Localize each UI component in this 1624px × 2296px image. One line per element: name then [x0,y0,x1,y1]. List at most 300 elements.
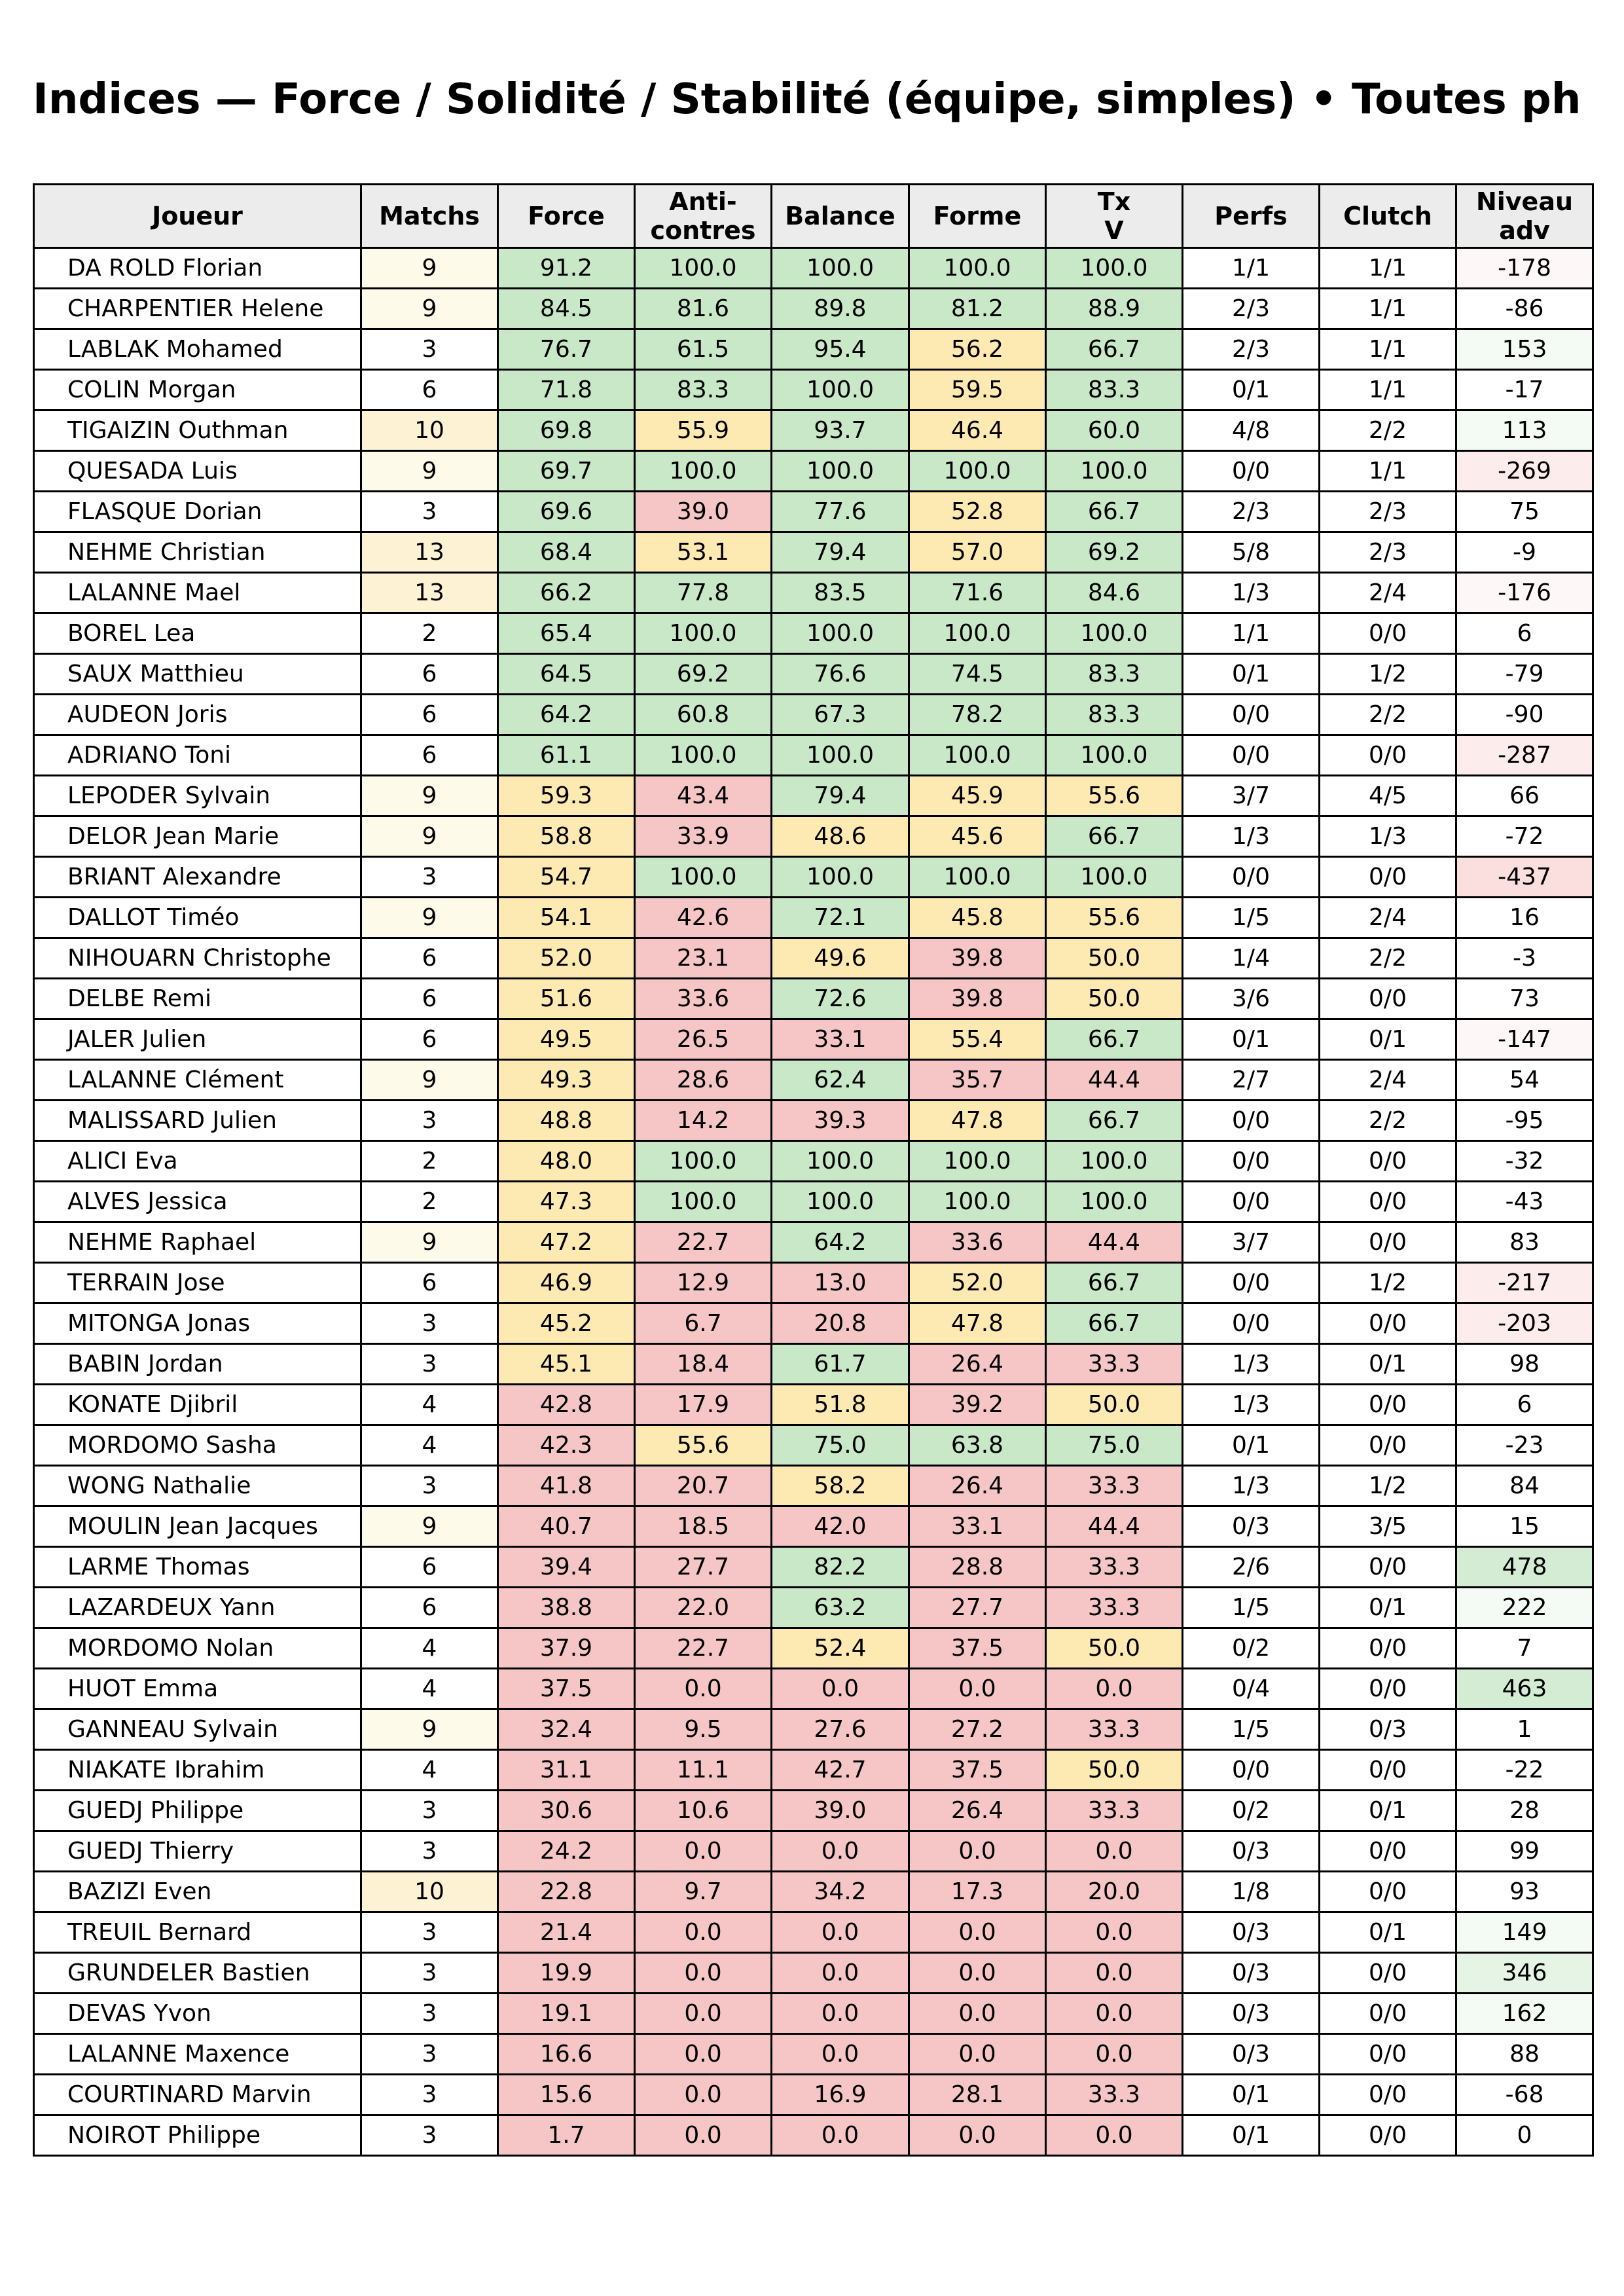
cell-matchs: 3 [361,1953,498,1994]
column-header-clutch: Clutch [1320,185,1456,248]
cell-niveau-adv: 93 [1456,1872,1593,1912]
cell-anti-contres: 33.6 [635,979,772,1019]
cell-forme: 28.1 [909,2075,1046,2115]
cell-perfs: 1/5 [1183,1709,1320,1750]
cell-matchs: 9 [361,1506,498,1547]
cell-forme: 0.0 [909,1994,1046,2034]
cell-balance: 100.0 [772,370,909,410]
cell-niveau-adv: 0 [1456,2115,1593,2156]
cell-joueur: GUEDJ Philippe [34,1791,361,1831]
cell-force: 30.6 [498,1791,635,1831]
table-row [34,613,1593,654]
cell-joueur: LEPODER Sylvain [34,776,361,816]
cell-tx-v: 75.0 [1046,1425,1183,1466]
cell-matchs: 6 [361,938,498,979]
cell-forme: 56.2 [909,329,1046,370]
cell-clutch: 2/2 [1320,410,1456,451]
cell-perfs: 1/3 [1183,1344,1320,1385]
cell-matchs: 13 [361,532,498,573]
cell-matchs: 9 [361,248,498,289]
cell-force: 19.9 [498,1953,635,1994]
cell-force: 47.2 [498,1222,635,1263]
cell-perfs: 0/1 [1183,1425,1320,1466]
cell-matchs: 4 [361,1425,498,1466]
cell-joueur: AUDEON Joris [34,695,361,735]
cell-niveau-adv: -3 [1456,938,1593,979]
cell-force: 58.8 [498,816,635,857]
cell-balance: 79.4 [772,776,909,816]
cell-forme: 27.7 [909,1588,1046,1628]
cell-tx-v: 50.0 [1046,979,1183,1019]
cell-matchs: 6 [361,370,498,410]
table-row [34,1466,1593,1506]
cell-balance: 100.0 [772,735,909,776]
cell-anti-contres: 0.0 [635,1953,772,1994]
cell-niveau-adv: 113 [1456,410,1593,451]
cell-tx-v: 55.6 [1046,776,1183,816]
cell-balance: 62.4 [772,1060,909,1101]
cell-joueur: DALLOT Timéo [34,898,361,938]
cell-matchs: 6 [361,1263,498,1303]
table-row [34,1263,1593,1303]
table-row [34,248,1593,289]
cell-force: 42.8 [498,1385,635,1425]
cell-joueur: BOREL Lea [34,613,361,654]
table-body [34,248,1593,2156]
cell-perfs: 0/4 [1183,1669,1320,1709]
cell-clutch: 0/1 [1320,1344,1456,1385]
cell-force: 1.7 [498,2115,635,2156]
table-row [34,1791,1593,1831]
cell-force: 54.7 [498,857,635,898]
cell-forme: 74.5 [909,654,1046,695]
cell-forme: 81.2 [909,289,1046,329]
cell-tx-v: 69.2 [1046,532,1183,573]
column-header-tx-v: Tx V [1046,185,1183,248]
cell-niveau-adv: 84 [1456,1466,1593,1506]
cell-tx-v: 66.7 [1046,1019,1183,1060]
cell-niveau-adv: 149 [1456,1912,1593,1953]
cell-balance: 20.8 [772,1303,909,1344]
cell-niveau-adv: 7 [1456,1628,1593,1669]
cell-joueur: LALANNE Mael [34,573,361,613]
cell-joueur: QUESADA Luis [34,451,361,492]
cell-anti-contres: 61.5 [635,329,772,370]
cell-joueur: NIHOUARN Christophe [34,938,361,979]
table-row [34,2034,1593,2075]
cell-force: 31.1 [498,1750,635,1791]
cell-matchs: 6 [361,695,498,735]
cell-clutch: 0/3 [1320,1709,1456,1750]
cell-force: 22.8 [498,1872,635,1912]
cell-balance: 27.6 [772,1709,909,1750]
cell-force: 48.8 [498,1101,635,1141]
cell-matchs: 4 [361,1385,498,1425]
cell-force: 38.8 [498,1588,635,1628]
cell-tx-v: 33.3 [1046,1791,1183,1831]
cell-force: 64.5 [498,654,635,695]
cell-anti-contres: 27.7 [635,1547,772,1588]
cell-matchs: 9 [361,1060,498,1101]
cell-balance: 39.3 [772,1101,909,1141]
cell-anti-contres: 12.9 [635,1263,772,1303]
cell-force: 37.5 [498,1669,635,1709]
cell-forme: 47.8 [909,1101,1046,1141]
cell-perfs: 1/3 [1183,1385,1320,1425]
cell-perfs: 0/0 [1183,1263,1320,1303]
cell-matchs: 6 [361,979,498,1019]
cell-matchs: 6 [361,1588,498,1628]
cell-anti-contres: 100.0 [635,1141,772,1182]
cell-matchs: 3 [361,1994,498,2034]
cell-tx-v: 100.0 [1046,1141,1183,1182]
cell-clutch: 2/4 [1320,898,1456,938]
table-row [34,1019,1593,1060]
cell-force: 69.6 [498,492,635,532]
cell-niveau-adv: -287 [1456,735,1593,776]
cell-perfs: 0/1 [1183,370,1320,410]
cell-forme: 100.0 [909,857,1046,898]
cell-anti-contres: 17.9 [635,1385,772,1425]
cell-anti-contres: 20.7 [635,1466,772,1506]
cell-force: 68.4 [498,532,635,573]
table-row [34,1344,1593,1385]
cell-tx-v: 66.7 [1046,1263,1183,1303]
cell-forme: 0.0 [909,1831,1046,1872]
cell-joueur: LALANNE Maxence [34,2034,361,2075]
cell-anti-contres: 0.0 [635,1994,772,2034]
cell-matchs: 2 [361,1141,498,1182]
page-title: Indices — Force / Solidité / Stabilité (équipe, simples) • Toutes ph [33,75,1581,124]
cell-niveau-adv: 478 [1456,1547,1593,1588]
cell-matchs: 6 [361,1019,498,1060]
table-row [34,938,1593,979]
cell-clutch: 2/3 [1320,492,1456,532]
cell-forme: 0.0 [909,1669,1046,1709]
table-row [34,1425,1593,1466]
cell-clutch: 0/0 [1320,1669,1456,1709]
cell-balance: 0.0 [772,1994,909,2034]
cell-matchs: 3 [361,857,498,898]
cell-tx-v: 44.4 [1046,1060,1183,1101]
cell-perfs: 2/3 [1183,289,1320,329]
cell-balance: 13.0 [772,1263,909,1303]
table-row [34,532,1593,573]
cell-anti-contres: 0.0 [635,2115,772,2156]
cell-anti-contres: 100.0 [635,613,772,654]
cell-tx-v: 33.3 [1046,1709,1183,1750]
cell-clutch: 0/0 [1320,613,1456,654]
cell-anti-contres: 53.1 [635,532,772,573]
cell-forme: 0.0 [909,1912,1046,1953]
cell-anti-contres: 18.5 [635,1506,772,1547]
cell-anti-contres: 100.0 [635,735,772,776]
cell-perfs: 1/4 [1183,938,1320,979]
cell-balance: 76.6 [772,654,909,695]
cell-joueur: MORDOMO Nolan [34,1628,361,1669]
cell-forme: 28.8 [909,1547,1046,1588]
cell-perfs: 0/0 [1183,1750,1320,1791]
cell-force: 45.2 [498,1303,635,1344]
cell-anti-contres: 0.0 [635,1831,772,1872]
cell-balance: 0.0 [772,2034,909,2075]
cell-joueur: DELBE Remi [34,979,361,1019]
cell-niveau-adv: 99 [1456,1831,1593,1872]
cell-force: 41.8 [498,1466,635,1506]
cell-joueur: ALICI Eva [34,1141,361,1182]
cell-forme: 52.0 [909,1263,1046,1303]
cell-balance: 100.0 [772,857,909,898]
cell-perfs: 0/3 [1183,1953,1320,1994]
cell-balance: 100.0 [772,613,909,654]
cell-clutch: 0/0 [1320,1425,1456,1466]
cell-anti-contres: 18.4 [635,1344,772,1385]
table-row [34,451,1593,492]
stats-table [33,183,1594,2157]
cell-balance: 95.4 [772,329,909,370]
cell-joueur: SAUX Matthieu [34,654,361,695]
table-row [34,329,1593,370]
cell-matchs: 3 [361,2115,498,2156]
cell-tx-v: 50.0 [1046,938,1183,979]
cell-niveau-adv: 6 [1456,613,1593,654]
cell-joueur: ALVES Jessica [34,1182,361,1222]
cell-tx-v: 0.0 [1046,1994,1183,2034]
column-header-balance: Balance [772,185,909,248]
cell-clutch: 2/2 [1320,1101,1456,1141]
column-header-matchs: Matchs [361,185,498,248]
cell-force: 84.5 [498,289,635,329]
cell-perfs: 0/0 [1183,1303,1320,1344]
cell-matchs: 6 [361,735,498,776]
cell-niveau-adv: -147 [1456,1019,1593,1060]
table-row [34,1953,1593,1994]
cell-matchs: 13 [361,573,498,613]
cell-niveau-adv: 66 [1456,776,1593,816]
cell-joueur: DELOR Jean Marie [34,816,361,857]
cell-balance: 0.0 [772,1953,909,1994]
cell-force: 45.1 [498,1344,635,1385]
cell-tx-v: 0.0 [1046,1669,1183,1709]
cell-perfs: 2/3 [1183,329,1320,370]
table-row [34,1303,1593,1344]
cell-matchs: 9 [361,1222,498,1263]
cell-matchs: 9 [361,816,498,857]
table-row [34,1709,1593,1750]
table-row [34,776,1593,816]
cell-anti-contres: 33.9 [635,816,772,857]
cell-niveau-adv: 1 [1456,1709,1593,1750]
cell-anti-contres: 77.8 [635,573,772,613]
cell-force: 71.8 [498,370,635,410]
cell-joueur: FLASQUE Dorian [34,492,361,532]
cell-force: 61.1 [498,735,635,776]
cell-forme: 71.6 [909,573,1046,613]
table-row [34,1588,1593,1628]
cell-niveau-adv: 73 [1456,979,1593,1019]
cell-forme: 33.6 [909,1222,1046,1263]
cell-balance: 0.0 [772,1912,909,1953]
table-row [34,735,1593,776]
cell-matchs: 3 [361,492,498,532]
cell-perfs: 3/6 [1183,979,1320,1019]
cell-balance: 72.6 [772,979,909,1019]
cell-anti-contres: 0.0 [635,2075,772,2115]
cell-force: 40.7 [498,1506,635,1547]
cell-tx-v: 66.7 [1046,1101,1183,1141]
cell-clutch: 1/3 [1320,816,1456,857]
cell-matchs: 2 [361,1182,498,1222]
cell-anti-contres: 100.0 [635,248,772,289]
cell-perfs: 0/3 [1183,1994,1320,2034]
table-row [34,979,1593,1019]
table-row [34,1750,1593,1791]
cell-joueur: ADRIANO Toni [34,735,361,776]
cell-niveau-adv: -269 [1456,451,1593,492]
cell-matchs: 4 [361,1669,498,1709]
table-row [34,857,1593,898]
cell-tx-v: 100.0 [1046,248,1183,289]
cell-forme: 17.3 [909,1872,1046,1912]
cell-clutch: 1/2 [1320,1263,1456,1303]
cell-force: 64.2 [498,695,635,735]
cell-clutch: 0/0 [1320,1385,1456,1425]
cell-clutch: 2/2 [1320,938,1456,979]
cell-anti-contres: 0.0 [635,1669,772,1709]
cell-anti-contres: 60.8 [635,695,772,735]
cell-clutch: 1/2 [1320,1466,1456,1506]
cell-anti-contres: 42.6 [635,898,772,938]
cell-tx-v: 88.9 [1046,289,1183,329]
cell-perfs: 0/3 [1183,1912,1320,1953]
table-row [34,1222,1593,1263]
cell-perfs: 1/1 [1183,613,1320,654]
cell-forme: 45.9 [909,776,1046,816]
column-header-anti-contres: Anti- contres [635,185,772,248]
cell-matchs: 4 [361,1750,498,1791]
cell-tx-v: 0.0 [1046,1831,1183,1872]
cell-niveau-adv: 54 [1456,1060,1593,1101]
cell-perfs: 0/0 [1183,735,1320,776]
cell-perfs: 0/0 [1183,695,1320,735]
cell-niveau-adv: -22 [1456,1750,1593,1791]
cell-perfs: 0/3 [1183,1831,1320,1872]
cell-forme: 45.6 [909,816,1046,857]
cell-niveau-adv: -86 [1456,289,1593,329]
cell-matchs: 9 [361,289,498,329]
cell-matchs: 10 [361,1872,498,1912]
cell-tx-v: 60.0 [1046,410,1183,451]
cell-joueur: LAZARDEUX Yann [34,1588,361,1628]
cell-force: 46.9 [498,1263,635,1303]
cell-perfs: 5/8 [1183,532,1320,573]
cell-force: 59.3 [498,776,635,816]
cell-niveau-adv: -68 [1456,2075,1593,2115]
cell-clutch: 0/0 [1320,1547,1456,1588]
cell-balance: 75.0 [772,1425,909,1466]
cell-tx-v: 66.7 [1046,329,1183,370]
table-row [34,2075,1593,2115]
cell-clutch: 0/0 [1320,1994,1456,2034]
cell-joueur: COLIN Morgan [34,370,361,410]
cell-tx-v: 50.0 [1046,1628,1183,1669]
table-row [34,492,1593,532]
cell-force: 21.4 [498,1912,635,1953]
cell-niveau-adv: 162 [1456,1994,1593,2034]
cell-joueur: BRIANT Alexandre [34,857,361,898]
cell-balance: 61.7 [772,1344,909,1385]
cell-balance: 51.8 [772,1385,909,1425]
cell-balance: 82.2 [772,1547,909,1588]
cell-clutch: 2/3 [1320,532,1456,573]
cell-perfs: 3/7 [1183,776,1320,816]
cell-forme: 100.0 [909,1141,1046,1182]
cell-force: 42.3 [498,1425,635,1466]
cell-forme: 26.4 [909,1466,1046,1506]
cell-perfs: 0/0 [1183,857,1320,898]
cell-perfs: 0/3 [1183,2034,1320,2075]
cell-force: 65.4 [498,613,635,654]
table-row [34,1994,1593,2034]
cell-perfs: 1/3 [1183,573,1320,613]
cell-perfs: 0/1 [1183,654,1320,695]
cell-forme: 37.5 [909,1750,1046,1791]
table-row [34,1101,1593,1141]
cell-perfs: 1/5 [1183,1588,1320,1628]
cell-niveau-adv: 28 [1456,1791,1593,1831]
cell-niveau-adv: -217 [1456,1263,1593,1303]
cell-joueur: TREUIL Bernard [34,1912,361,1953]
table-row [34,1506,1593,1547]
cell-clutch: 0/1 [1320,1912,1456,1953]
cell-clutch: 0/1 [1320,1588,1456,1628]
cell-joueur: GRUNDELER Bastien [34,1953,361,1994]
cell-matchs: 3 [361,1344,498,1385]
cell-forme: 0.0 [909,2115,1046,2156]
cell-force: 39.4 [498,1547,635,1588]
table-row [34,573,1593,613]
cell-anti-contres: 9.7 [635,1872,772,1912]
cell-niveau-adv: 222 [1456,1588,1593,1628]
cell-forme: 52.8 [909,492,1046,532]
cell-forme: 39.8 [909,979,1046,1019]
cell-balance: 100.0 [772,1141,909,1182]
cell-force: 48.0 [498,1141,635,1182]
cell-tx-v: 33.3 [1046,2075,1183,2115]
cell-clutch: 0/0 [1320,857,1456,898]
cell-forme: 0.0 [909,2034,1046,2075]
cell-tx-v: 0.0 [1046,1953,1183,1994]
cell-force: 54.1 [498,898,635,938]
cell-tx-v: 100.0 [1046,451,1183,492]
cell-force: 51.6 [498,979,635,1019]
cell-forme: 100.0 [909,1182,1046,1222]
cell-forme: 26.4 [909,1791,1046,1831]
cell-forme: 39.2 [909,1385,1046,1425]
cell-balance: 0.0 [772,1831,909,1872]
cell-tx-v: 84.6 [1046,573,1183,613]
cell-forme: 100.0 [909,248,1046,289]
cell-anti-contres: 100.0 [635,1182,772,1222]
cell-matchs: 3 [361,1303,498,1344]
cell-joueur: KONATE Djibril [34,1385,361,1425]
cell-perfs: 1/5 [1183,898,1320,938]
cell-tx-v: 0.0 [1046,1912,1183,1953]
cell-perfs: 0/0 [1183,451,1320,492]
table-row [34,695,1593,735]
cell-perfs: 1/1 [1183,248,1320,289]
cell-balance: 93.7 [772,410,909,451]
